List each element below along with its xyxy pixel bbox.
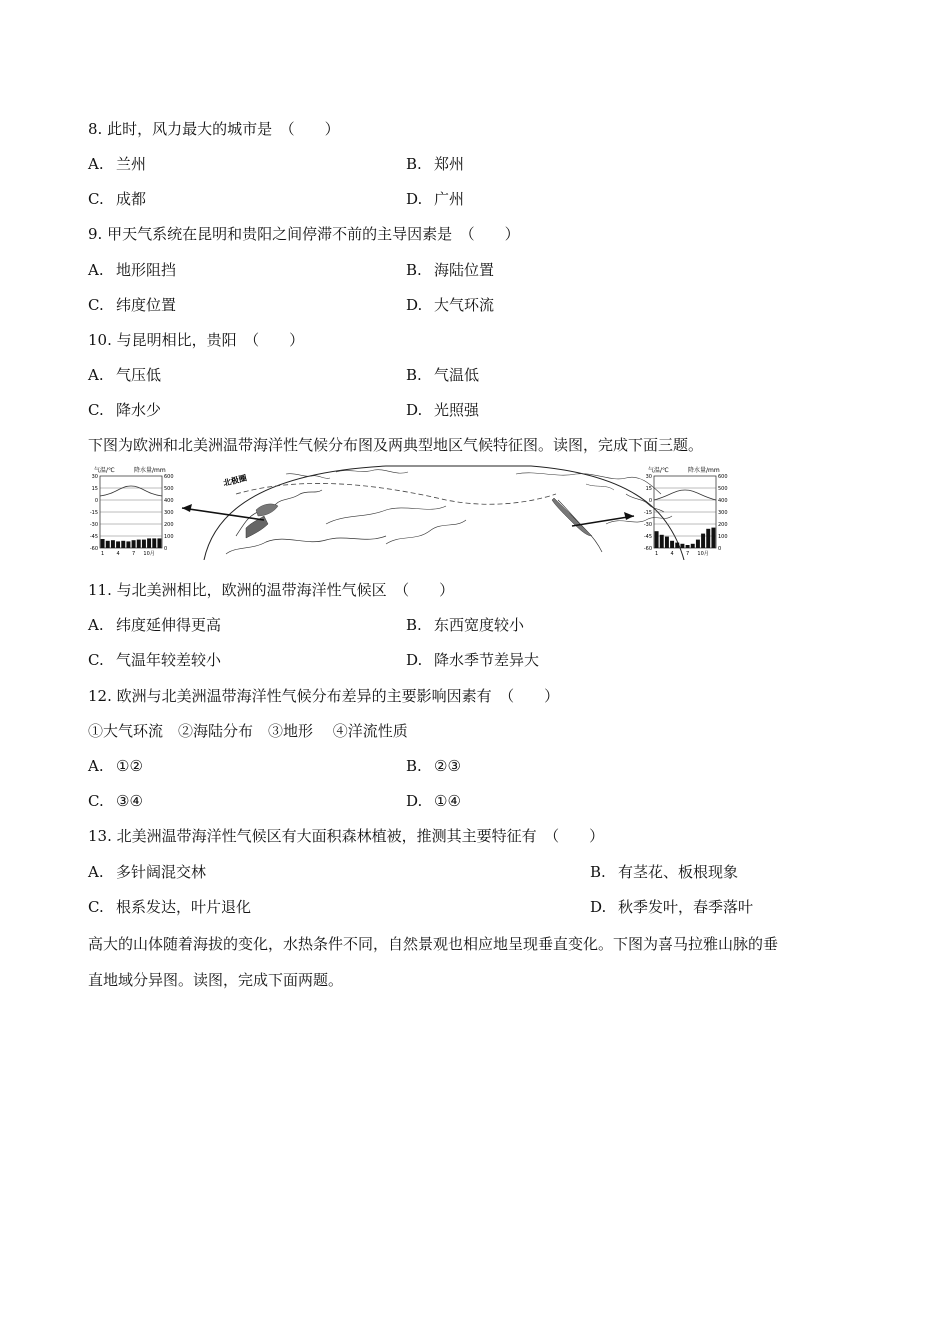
left-precip-bar bbox=[121, 541, 125, 548]
figure-svg bbox=[86, 464, 866, 560]
left-arrowhead-icon bbox=[182, 504, 192, 512]
right-month-tick: 4 bbox=[670, 551, 674, 557]
left-temp-tick: 30 bbox=[91, 474, 98, 480]
left-precip-tick: 0 bbox=[164, 546, 168, 552]
left-precip-axis-title: 降水量/mm bbox=[134, 467, 166, 474]
right-precip-bar bbox=[711, 528, 715, 548]
right-precip-tick: 0 bbox=[718, 546, 722, 552]
right-precip-bar bbox=[660, 535, 664, 548]
left-temp-tick: -30 bbox=[89, 522, 98, 528]
left-temp-tick: 0 bbox=[94, 498, 98, 504]
intro-paragraph-himalaya-line1: 高大的山体随着海拔的变化，水热条件不同，自然景观也相应地呈现垂直变化。下图为喜马拉雅山脉的垂 bbox=[88, 935, 779, 953]
q11-option-d[interactable]: D. 降水季节差异大 bbox=[406, 651, 540, 669]
left-precip-tick: 100 bbox=[164, 534, 174, 540]
left-temp-tick: -60 bbox=[89, 546, 98, 552]
q9-option-b[interactable]: B. 海陆位置 bbox=[406, 261, 495, 279]
left-temp-tick: 15 bbox=[91, 486, 98, 492]
right-temp-tick: 30 bbox=[645, 474, 652, 480]
q11-option-c[interactable]: C. 气温年较差较小 bbox=[88, 651, 222, 669]
left-temp-tick: -45 bbox=[89, 534, 98, 540]
left-precip-tick: 500 bbox=[164, 486, 174, 492]
left-precip-bar bbox=[137, 540, 141, 548]
intro-paragraph-himalaya-line2: 直地域分异图。读图，完成下面两题。 bbox=[88, 971, 344, 989]
right-precip-bar bbox=[691, 544, 695, 548]
left-precip-tick: 400 bbox=[164, 498, 174, 504]
right-month-tick: 7 bbox=[685, 551, 690, 557]
left-climate-chart bbox=[90, 466, 174, 557]
q13-option-a[interactable]: A. 多针阔混交林 bbox=[88, 863, 207, 881]
q12-factor-list: ①大气环流 ②海陆分布 ③地形 ④洋流性质 bbox=[88, 722, 408, 740]
q12-option-d[interactable]: D. ①④ bbox=[406, 792, 461, 810]
right-precip-bar bbox=[680, 544, 684, 548]
right-precip-bar bbox=[655, 531, 659, 548]
left-precip-bar bbox=[157, 538, 161, 548]
question-11-stem: 11. 与北美洲相比，欧洲的温带海洋性气候区 （ ） bbox=[88, 581, 455, 599]
left-precip-bar bbox=[111, 540, 115, 548]
right-temp-tick: 0 bbox=[648, 498, 652, 504]
right-precip-bar bbox=[701, 534, 705, 548]
q13-option-c[interactable]: C. 根系发达，叶片退化 bbox=[88, 898, 252, 916]
left-precip-bar bbox=[147, 538, 151, 548]
map-frame bbox=[204, 466, 684, 560]
q12-option-c[interactable]: C. ③④ bbox=[88, 792, 143, 810]
left-month-tick: 7 bbox=[131, 551, 136, 557]
q9-option-c[interactable]: C. 纬度位置 bbox=[88, 296, 177, 314]
left-precip-bar bbox=[116, 541, 120, 548]
q9-option-d[interactable]: D. 大气环流 bbox=[406, 296, 495, 314]
right-precip-bar bbox=[665, 537, 669, 548]
q8-option-c[interactable]: C. 成都 bbox=[88, 190, 147, 208]
question-9-stem: 9. 甲天气系统在昆明和贵阳之间停滞不前的主导因素是 （ ） bbox=[88, 225, 520, 243]
q10-option-d[interactable]: D. 光照强 bbox=[406, 401, 480, 419]
right-precip-tick: 400 bbox=[718, 498, 728, 504]
left-temp-tick: -15 bbox=[89, 510, 98, 516]
q13-option-d[interactable]: D. 秋季发叶，春季落叶 bbox=[590, 898, 754, 916]
right-temp-tick: -45 bbox=[643, 534, 652, 540]
q11-option-a[interactable]: A. 纬度延伸得更高 bbox=[88, 616, 222, 634]
left-precip-tick: 600 bbox=[164, 474, 174, 480]
right-temp-axis-title: 气温/℃ bbox=[648, 467, 669, 474]
q12-option-a[interactable]: A. ①② bbox=[88, 757, 143, 775]
right-precip-tick: 100 bbox=[718, 534, 728, 540]
world-map bbox=[182, 466, 684, 560]
left-temp-axis-title: 气温/℃ bbox=[94, 467, 115, 474]
question-10-stem: 10. 与昆明相比，贵阳 （ ） bbox=[88, 331, 305, 349]
right-precip-tick: 600 bbox=[718, 474, 728, 480]
right-precip-bar bbox=[696, 540, 700, 548]
right-precip-tick: 500 bbox=[718, 486, 728, 492]
question-13-stem: 13. 北美洲温带海洋性气候区有大面积森林植被，推测其主要特征有 （ ） bbox=[88, 827, 605, 845]
left-precip-tick: 200 bbox=[164, 522, 174, 528]
left-precip-bar bbox=[132, 540, 136, 548]
right-precip-bar bbox=[686, 545, 690, 548]
question-8-stem: 8. 此时，风力最大的城市是 （ ） bbox=[88, 120, 340, 138]
q10-option-b[interactable]: B. 气温低 bbox=[406, 366, 480, 384]
arctic-circle-label: 北极圈 bbox=[222, 473, 248, 488]
q12-option-b[interactable]: B. ②③ bbox=[406, 757, 461, 775]
right-temp-tick: -15 bbox=[643, 510, 652, 516]
left-precip-bar bbox=[101, 539, 105, 548]
q9-option-a[interactable]: A. 地形阻挡 bbox=[88, 261, 177, 279]
q8-option-a[interactable]: A. 兰州 bbox=[88, 155, 147, 173]
climate-distribution-figure bbox=[86, 464, 866, 560]
right-month-tick: 1 bbox=[654, 551, 659, 557]
left-precip-bar bbox=[106, 541, 110, 548]
q10-option-a[interactable]: A. 气压低 bbox=[88, 366, 162, 384]
right-month-tick: 10月 bbox=[697, 551, 709, 557]
left-month-tick: 10月 bbox=[143, 551, 155, 557]
right-precip-bar bbox=[706, 529, 710, 548]
q13-option-b[interactable]: B. 有茎花、板根现象 bbox=[590, 863, 739, 881]
left-precip-bar bbox=[126, 541, 130, 548]
right-precip-tick: 300 bbox=[718, 510, 728, 516]
q8-option-b[interactable]: B. 郑州 bbox=[406, 155, 465, 173]
right-temp-tick: 15 bbox=[645, 486, 652, 492]
q11-option-b[interactable]: B. 东西宽度较小 bbox=[406, 616, 525, 634]
right-precip-bar bbox=[675, 543, 679, 548]
left-precip-tick: 300 bbox=[164, 510, 174, 516]
left-month-tick: 1 bbox=[100, 551, 105, 557]
left-precip-bar bbox=[142, 540, 146, 548]
right-precip-tick: 200 bbox=[718, 522, 728, 528]
intro-paragraph-climate: 下图为欧洲和北美洲温带海洋性气候分布图及两典型地区气候特征图。读图，完成下面三题。 bbox=[88, 436, 704, 454]
question-12-stem: 12. 欧洲与北美洲温带海洋性气候分布差异的主要影响因素有 （ ） bbox=[88, 687, 560, 705]
right-temp-tick: -60 bbox=[643, 546, 652, 552]
q10-option-c[interactable]: C. 降水少 bbox=[88, 401, 162, 419]
left-month-tick: 4 bbox=[116, 551, 120, 557]
left-temperature-curve bbox=[100, 486, 162, 496]
q8-option-d[interactable]: D. 广州 bbox=[406, 190, 465, 208]
right-precip-axis-title: 降水量/mm bbox=[688, 467, 720, 474]
left-precip-bar bbox=[152, 538, 156, 548]
right-temperature-curve bbox=[654, 490, 716, 500]
right-precip-bar bbox=[670, 541, 674, 548]
right-temp-tick: -30 bbox=[643, 522, 652, 528]
